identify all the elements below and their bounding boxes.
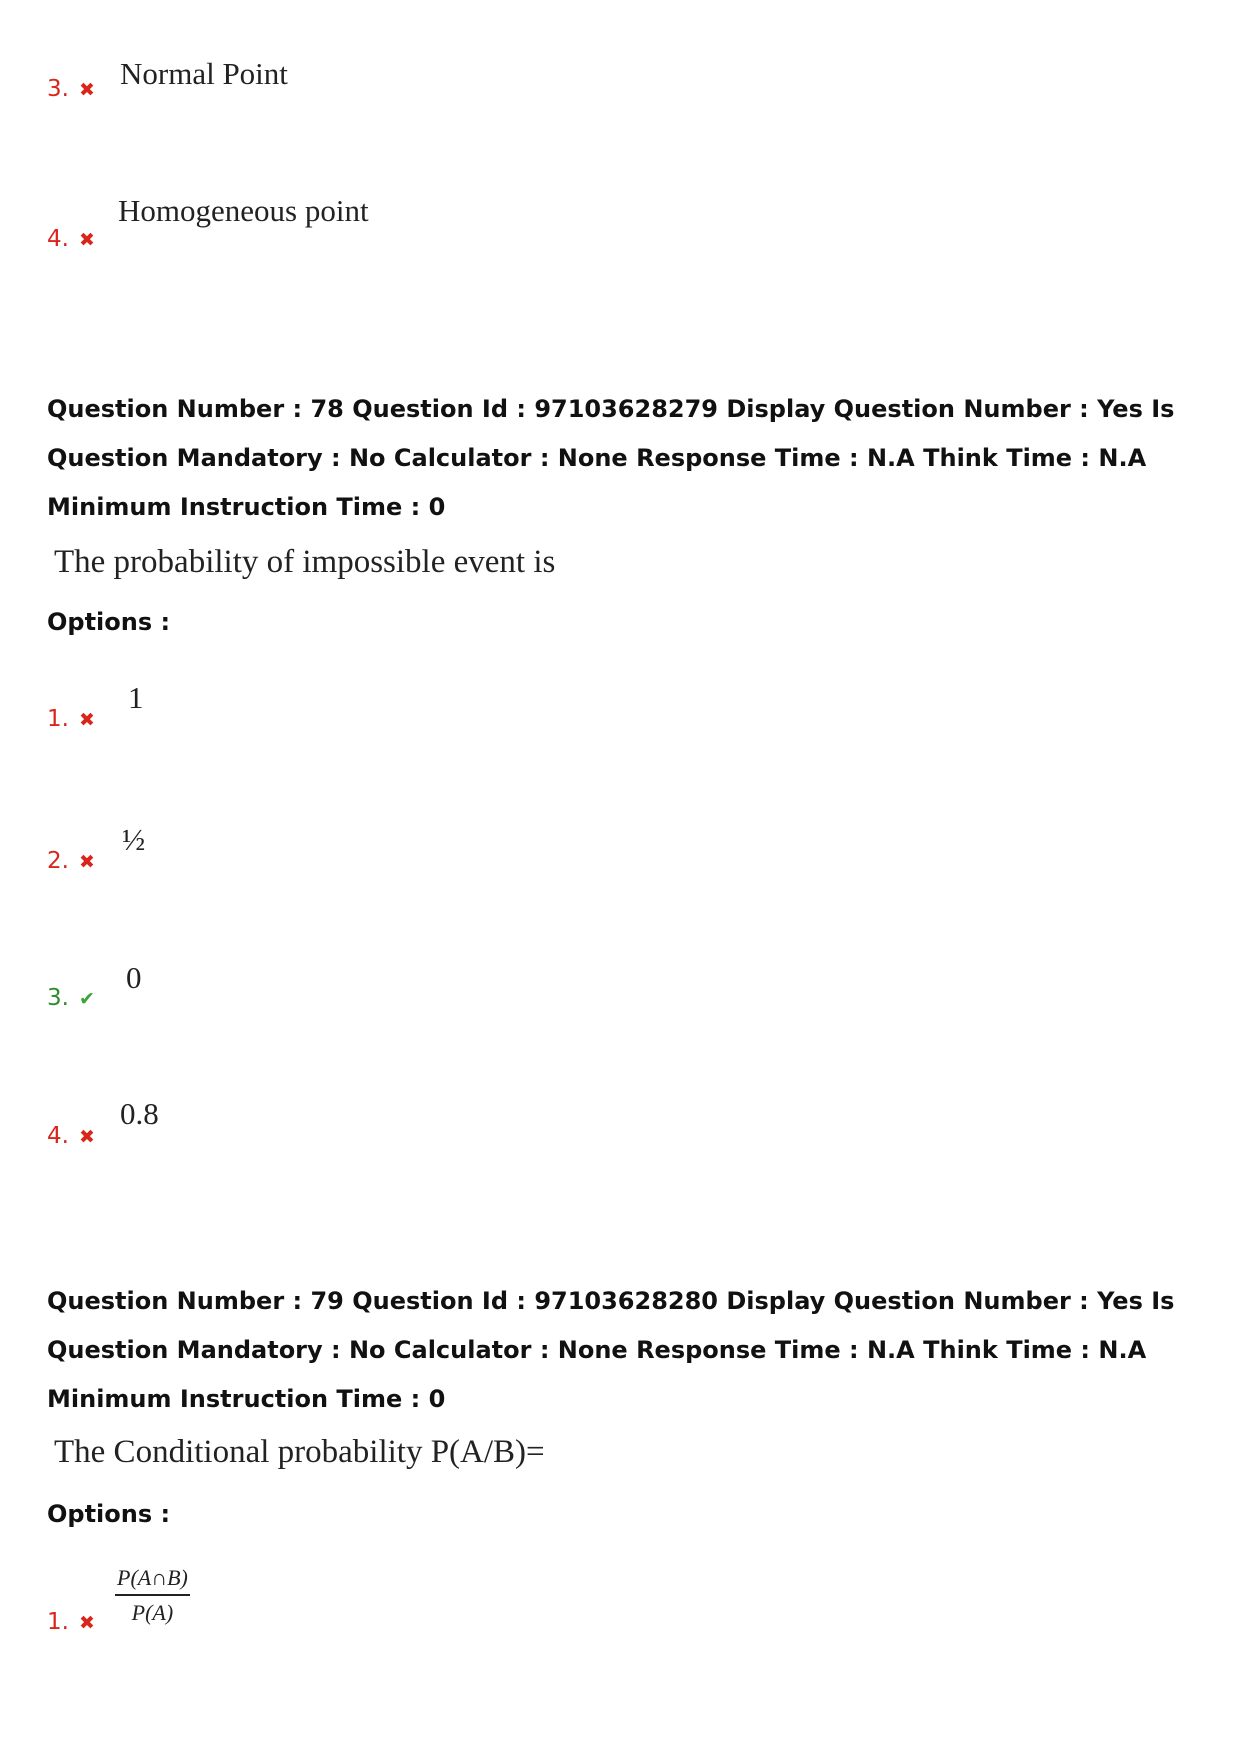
options-label: Options : (47, 1500, 171, 1528)
question-text: The probability of impossible event is (54, 544, 556, 580)
option-number: 2. (47, 848, 69, 874)
fraction-numerator: P(A∩B) (115, 1565, 190, 1596)
option-row (47, 1609, 95, 1635)
question-meta: Question Number : 79 Question Id : 97103628280 Display Question Number : Yes Is Question Mandatory : No Calculator : None Response Time : N.A Think Time : N.A Minimum Instruction Time : 0 (47, 1287, 1175, 1413)
question-text: The Conditional probability P(A/B)= (54, 1434, 545, 1470)
options-label: Options : (47, 608, 171, 636)
option-row (47, 706, 95, 732)
wrong-mark-icon: ✖ (78, 79, 95, 101)
option-row (47, 985, 95, 1011)
wrong-mark-icon: ✖ (78, 1612, 95, 1634)
option-number: 3. (47, 985, 69, 1011)
option-number: 3. (47, 76, 69, 102)
option-text: Normal Point (120, 56, 288, 91)
option-text: 0.8 (120, 1096, 159, 1131)
option-text: ½ (122, 822, 146, 857)
wrong-mark-icon: ✖ (78, 709, 95, 731)
option-row (47, 76, 95, 102)
option-text: 0 (126, 960, 142, 995)
option-number: 1. (47, 706, 69, 732)
option-number: 4. (47, 1123, 69, 1149)
wrong-mark-icon: ✖ (78, 229, 95, 251)
correct-check-icon: ✔ (78, 988, 95, 1010)
option-text: 1 (128, 680, 144, 715)
option-row (47, 226, 95, 252)
option-number: 1. (47, 1609, 69, 1635)
option-text: Homogeneous point (118, 193, 369, 228)
wrong-mark-icon: ✖ (78, 1126, 95, 1148)
question-meta: Question Number : 78 Question Id : 97103628279 Display Question Number : Yes Is Question Mandatory : No Calculator : None Response Time : N.A Think Time : N.A Minimum Instruction Time : 0 (47, 395, 1175, 521)
fraction-formula (115, 1565, 190, 1626)
option-number: 4. (47, 226, 69, 252)
wrong-mark-icon: ✖ (78, 851, 95, 873)
fraction-denominator: P(A) (131, 1600, 174, 1625)
option-row (47, 1123, 95, 1149)
option-row (47, 848, 95, 874)
